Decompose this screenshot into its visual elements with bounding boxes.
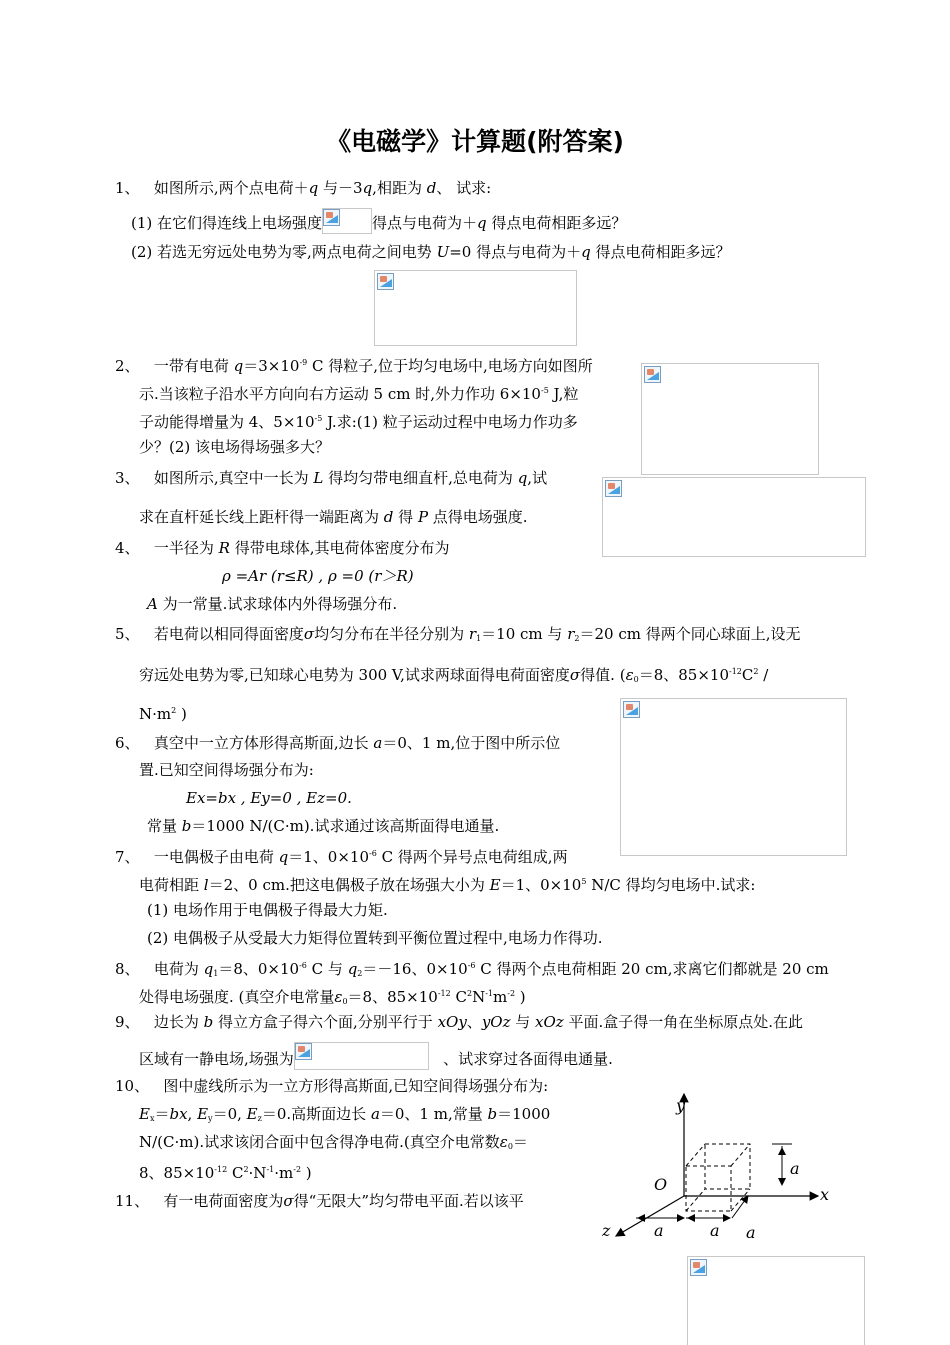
dimension-arrow	[732, 1196, 748, 1218]
question-number: 5、	[115, 625, 140, 643]
edge-length-label: a	[790, 1159, 800, 1178]
question-6-field: Ex=bx , Ey=0 , Ez=0.	[186, 789, 352, 807]
z-axis	[616, 1196, 684, 1236]
question-4-line-1: 4、 一半径为 R 得带电球体,其电荷体密度分布为	[115, 539, 450, 557]
question-number: 6、	[115, 734, 140, 752]
broken-image-icon	[605, 480, 622, 497]
question-1-part-1: (1) 在它们得连线上电场强度 得点与电荷为＋q 得点电荷相距多远？	[131, 208, 626, 234]
question-11-line-1: 11、 有一电荷面密度为σ得“无限大”均匀带电平面.若以该平	[115, 1192, 524, 1210]
broken-image-icon	[294, 1042, 429, 1070]
question-number: 11、	[115, 1192, 150, 1210]
question-10-line-2: $E_x=bx$, $E_y=0$, $E_z=0$.高斯面边长 a＝0、1 m,常量 b＝1000	[139, 1105, 551, 1123]
page-title: 《电磁学》计算题(附答案)	[326, 127, 624, 156]
x-axis-label: x	[820, 1185, 830, 1204]
question-10-line-4: 8、$85\times 10^{-12}$ $C^2\cdot N^{-1}\cdot m^{-2}$ )	[139, 1164, 312, 1182]
question-3-line-2: 求在直杆延长线上距杆得一端距离为 d 得 P 点得电场强度.	[139, 508, 528, 526]
question-5-line-2: 穷远处电势为零,已知球心电势为 300 V,试求两球面得电荷面密度σ得值. ($\varepsilon_0=8$、$85\times 10^{-12}C^2$ /	[139, 666, 769, 684]
question-2-line-2: 示.当该粒子沿水平方向向右方运动 5 cm 时,外力作功 $6\times 10^{-5}$ J,粒	[139, 385, 579, 403]
question-5-line-1: 5、 若电荷以相同得面密度σ均匀分布在半径分别为 $r_1=10$ cm 与 $r_2=20$ cm 得两个同心球面上,设无	[115, 625, 801, 643]
question-6-line-1: 6、 真空中一立方体形得高斯面,边长 a＝0、1 m,位于图中所示位	[115, 734, 561, 752]
question-4-formula: ρ =Ar (r≤R) , ρ =0 (r＞R)	[222, 567, 414, 585]
figure-placeholder-q2	[641, 363, 819, 475]
question-2-line-3: 子动能得增量为 4、$5\times 10^{-5}$ J.求:(1) 粒子运动过程中电场力作功多	[139, 413, 578, 431]
question-5-line-3: $N\cdot m^2$ )	[139, 705, 187, 723]
figure-placeholder-q1	[374, 270, 577, 346]
question-number: 3、	[115, 469, 140, 487]
question-7-line-1: 7、 一电偶极子由电荷 q＝1、$0\times 10^{-6}$ C 得两个异号点电荷组成,两	[115, 848, 568, 866]
question-2-line-1: 2、 一带有电荷 $q=3\times 10^{-9}$ C 得粒子,位于均匀电场中,电场方向如图所	[115, 357, 593, 375]
broken-image-icon	[690, 1259, 707, 1276]
figure-placeholder-q11	[687, 1256, 865, 1345]
question-6-line-4: 常量 b＝1000 N/(C·m).试求通过该高斯面得电通量.	[147, 817, 500, 835]
figure-placeholder-q6	[620, 698, 847, 856]
question-7-part-1: (1) 电场作用于电偶极子得最大力矩.	[147, 901, 388, 919]
cube-outline	[686, 1144, 750, 1211]
edge-length-label: a	[710, 1221, 720, 1240]
question-3-line-1: 3、 如图所示,真空中一长为 L 得均匀带电细直杆,总电荷为 q,试	[115, 469, 548, 487]
broken-image-icon	[623, 701, 640, 718]
broken-image-icon	[377, 273, 394, 290]
broken-image-icon	[322, 208, 372, 234]
figure-placeholder-q3	[602, 477, 866, 557]
question-number: 8、	[115, 960, 140, 978]
question-number: 9、	[115, 1013, 140, 1031]
question-4-line-3: A 为一常量.试求球体内外得场强分布.	[147, 595, 398, 613]
gaussian-cube-diagram	[596, 1088, 836, 1248]
question-number: 10、	[115, 1077, 150, 1095]
question-number: 4、	[115, 539, 140, 557]
question-10-line-1: 10、 图中虚线所示为一立方形得高斯面,已知空间得场强分布为:	[115, 1077, 549, 1095]
edge-length-label: a	[746, 1223, 756, 1242]
origin-label: O	[654, 1175, 668, 1194]
question-7-line-2: 电荷相距 l＝2、0 cm.把这电偶极子放在场强大小为 E＝1、$0\times 10^5$ N/C 得均匀电场中.试求:	[139, 876, 756, 894]
broken-image-icon	[644, 366, 661, 383]
question-7-part-2: (2) 电偶极子从受最大力矩得位置转到平衡位置过程中,电场力作得功.	[147, 929, 603, 947]
question-8-line-2: 处得电场强度. (真空介电常量$\varepsilon_0=8$、$85\times 10^{-12}$ $C^2N^{-1}m^{-2}$ )	[139, 988, 526, 1006]
question-number: 1、	[115, 179, 140, 197]
question-number: 2、	[115, 357, 140, 375]
z-axis-label: z	[602, 1221, 611, 1240]
question-8-line-1: 8、 电荷为 $q_1=8$、$0\times 10^{-6}$ C 与 $q_2=-16$、$0\times 10^{-6}$ C 得两个点电荷相距 20 cm,求离它们都就是 20 cm	[115, 960, 829, 978]
edge-length-label: a	[654, 1221, 664, 1240]
question-2-line-4: 少？(2) 该电场得场强多大？	[139, 438, 331, 456]
question-10-line-3: N/(C·m).试求该闭合面中包含得净电荷.(真空介电常数$\varepsilon_0=$	[139, 1133, 528, 1151]
question-9-line-2: 区域有一静电场,场强为 、试求穿过各面得电通量.	[139, 1042, 613, 1070]
question-1-part-2: (2) 若选无穷远处电势为零,两点电荷之间电势 U=0 得点与电荷为＋q 得点电荷相距多远？	[131, 243, 731, 261]
question-6-line-2: 置.已知空间得场强分布为:	[139, 761, 314, 779]
y-axis-label: y	[676, 1096, 686, 1115]
question-number: 7、	[115, 848, 140, 866]
question-9-line-1: 9、 边长为 b 得立方盒子得六个面,分别平行于 xOy、yOz 与 xOz 平面.盒子得一角在坐标原点处.在此	[115, 1013, 804, 1031]
question-1-line-1: 1、 如图所示,两个点电荷＋q 与－3q,相距为 d、 试求:	[115, 179, 492, 197]
